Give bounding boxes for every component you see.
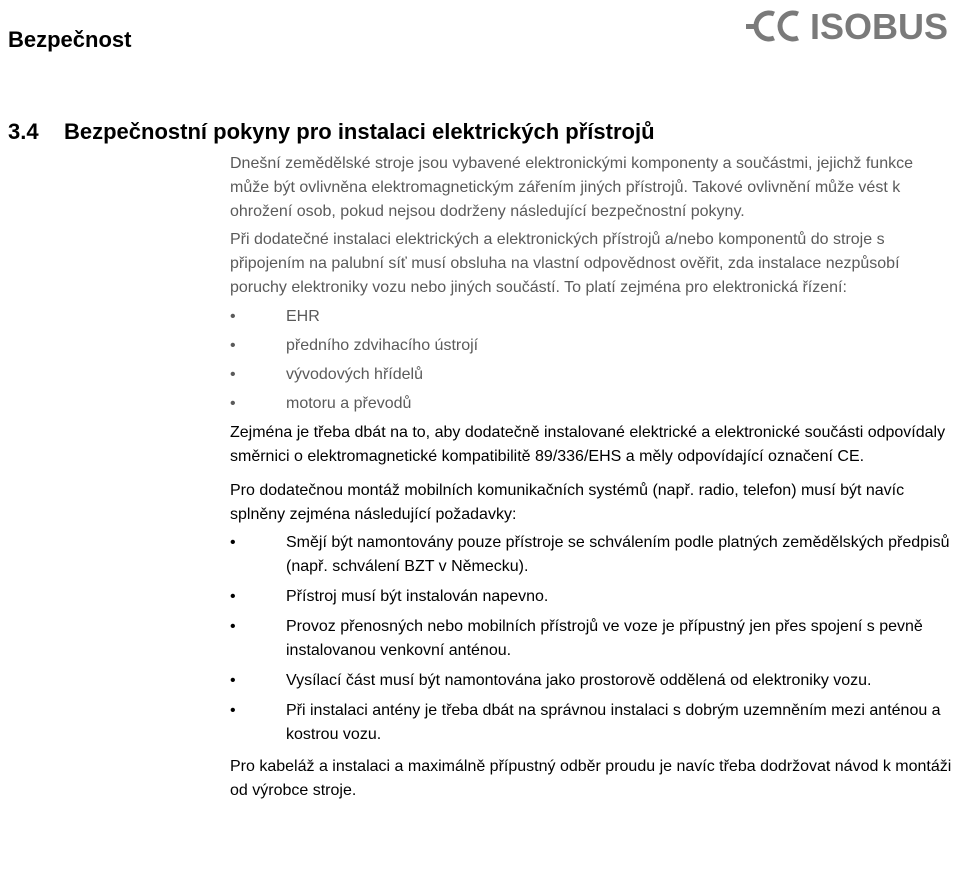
list-item: • Přístroj musí být instalován napevno.: [230, 585, 956, 609]
section-number: 3.4: [8, 119, 39, 144]
list-item: • EHR: [230, 305, 956, 329]
list-item: • Smějí být namontovány pouze přístroje se schválením podle platných zemědělských předpisů (např. schválení BZT v Německu).: [230, 531, 956, 579]
list-item: • vývodových hřídelů: [230, 363, 956, 387]
control-list: [230, 305, 956, 416]
mobile-systems-paragraph: Pro dodatečnou montáž mobilních komunikačních systémů (např. radio, telefon) musí být navíc splněny zejména následující požadavky:: [230, 482, 905, 523]
list-item: • motoru a převodů: [230, 392, 956, 416]
list-item: • Při instalaci antény je třeba dbát na správnou instalaci s dobrým uzemněním mezi anténou a kostrou vozu.: [230, 699, 956, 747]
additional-installation-paragraph: Při dodatečné instalaci elektrických a elektronických přístrojů a/nebo komponentů do stroje s připojením na palubní síť musí obsluha na vlastní odpovědnost ověřit, zda instalace nezpůsobí poruchy elektroniky vozu nebo jiných součástí. To platí zejména pro elektronická řízení:: [230, 231, 900, 296]
logo-text: ISOBUS: [810, 6, 949, 47]
list-item: • Provoz přenosných nebo mobilních přístrojů ve voze je přípustný jen přes spojení s pevně instalovanou venkovní anténou.: [230, 615, 956, 663]
intro-paragraph: Dnešní zemědělské stroje jsou vybavené elektronickými komponenty a součástmi, jejichž funkce může být ovlivněna elektromagnetickým zářením jiných přístrojů. Takové ovlivnění může vést k ohrožení osob, pokud nejsou dodrženy následující bezpečnostní pokyny.: [230, 155, 913, 220]
header-title: Bezpečnost: [8, 27, 132, 52]
ce-note-paragraph: Zejména je třeba dbát na to, aby dodatečně instalované elektrické a elektronické součásti odpovídaly směrnici o elektromagnetické kompatibilitě 89/336/EHS a měly odpovídající označení CE.: [230, 424, 946, 465]
cabling-paragraph: Pro kabeláž a instalaci a maximálně přípustný odběr proudu je navíc třeba dodržovat návod k montáži od výrobce stroje.: [230, 758, 952, 799]
list-item: • Vysílací část musí být namontována jako prostorově oddělená od elektroniky vozu.: [230, 669, 956, 693]
requirements-list: [230, 531, 956, 747]
section-title: Bezpečnostní pokyny pro instalaci elektrických přístrojů: [64, 119, 655, 144]
isobus-logo: [744, 4, 950, 48]
content-body: [230, 152, 956, 803]
list-item: • předního zdvihacího ústrojí: [230, 334, 956, 358]
